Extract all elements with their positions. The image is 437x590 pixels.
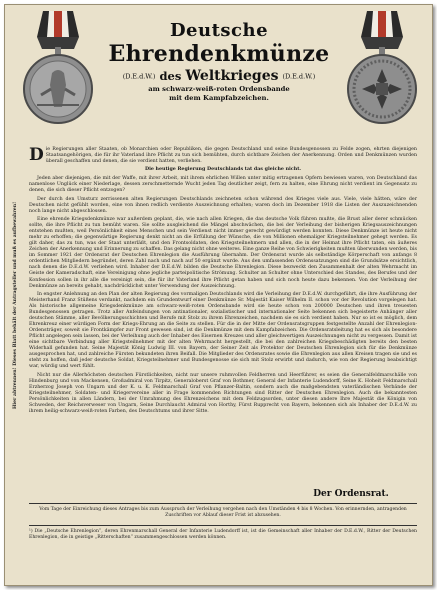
paragraph: Eine ehrende Kriegsdenkmünze war außerdem geplant, die, wie nach allen Kriegen, die das deutsche Volk führen mußte, die Brust aller derer schmücken sollte, die ihre Pflicht zu tun bemüht waren. Sie sollte ausgleichend die Mängel abschwächen, die bei der Verleihung der bisherigen Kriegsauszeichnungen entstehen mußten, weil Persönlichkeit eines Menschen und sein Verdienst nicht immer gerecht gewürdigt werden konnten. Diese Denkmünze ist heute nicht mehr zu erhoffen; die gegenwärtige Regierung denkt nicht an die Erfüllung der Wünsche, die von Millionen ehemaliger Kriegsteilnehmer gehegt werden. Es gilt daher, das zu tun, was der Staat unterläßt, und den Frontsoldaten, den Kriegsteilnehmern und allen, die in der Heimat ihre Pflicht taten, ein äußeres Zeichen der Anerkennung und Erinnerung zu schaffen. Das gelang nicht ohne weiteres. Eine ganze Reihe von Schwierigkeiten mußten überwunden werden, bis im Sommer 1921 der Ordensrat der Deutschen Ehrenlegion die Ausführung übernahm. Der Ordensrat wurde als selbständige Körperschaft von anfangs 8 ordentlichen Mitgliedern begründet, deren Zahl nach und nach auf 50 ergänzt wurde. Aus den umfassenden Ordenssatzungen sind die Grundsätze ersichtlich, nach denen die D.E.d.W. verliehen wird. Inhaber der D.E.d.W. bilden die Deutsche Ehrenlegion. Diese bezweckt den Zusammenhalt der alten Wehrmacht im Geiste der Kameradschaft, eine Vereinigung ohne jegliche parteipolitische Strömung. Schulter an Schulter ohne Unterschied des Standes, des Berufes und der Konfession sollen in ihr alle die vereinigt sein, die für ihr Vaterland ihre Pflicht getan haben und sich noch heute dazu bekennen. Von der Verleihung der Denkmünze an bereits gehabt, nachdrücklichst unter Verwendung der Auszeichnung.	[29, 217, 417, 289]
subtitle-ribbon: am schwarz-weiß-roten Ordensbande	[148, 84, 290, 93]
abbreviation-left: (D.E.d.W.)	[122, 72, 156, 81]
paragraph: Der durch den Umsturz zerrissenen alten Regierungen Deutschlands zeichneten schon während des Krieges viele aus. Viele, viele hätten, wäre der Deutschen nicht gefühlt worden, eine von ihnen redlich verdiente Auszeichnung erhalten; waren doch im Dezember 1918 die Listen der Auszuzeichnenden noch lange nicht abgeschlossen.	[29, 196, 417, 214]
divider	[29, 503, 417, 504]
processing-note: Vom Tage der Einreichung dieses Antrages bis zum Ausspruch der Verleihung vergehen nach den Umständen 4 bis 8 Wochen. Von erinnernden, antragenden Zuschriften vor Ablauf dieser Frist ist abzusehen.	[39, 507, 407, 518]
paragraph-highlight: Die heutige Regierung Deutschlands tat das gleiche nicht.	[144, 167, 302, 173]
abbreviation-right: (D.E.d.W.)	[282, 72, 316, 81]
paragraph-text: ie Regierungen aller Staaten, ob Monarchien oder Republiken, die gegen Deutschland und seine Bundesgenossen zu Felde zogen, ehrten diejenigen Staatsangehörigen, die für ihr Vaterland ihre Pflicht zu tun sich bemühten, durch sichtbare Zeichen der Anerkennung. Orden und Denkmünzen wurden überall geschaffen und denen, die sie verdient hatten, verliehen.	[45, 147, 417, 165]
medal-reverse-image	[343, 11, 421, 129]
title-line-deutsche: Deutsche	[169, 20, 269, 41]
paragraph: Jeden aber diejenigen, die mit der Waffe, mit ihrer Arbeit, mit ihrem ehrlichen Willen unter mitig ertragenen Opfern bewiesen waren, von Deutschland das namenlose Unglück einer Niederlage, dessen zerschmetternde Wucht jeden Tag deutlicher zeigt, fern zu halten, eine Ehrung nicht verdient im Gegensatz zu denen, die sich dieser Pflicht entzogen?	[29, 176, 417, 194]
title-word-weltkrieges: Weltkrieges	[185, 68, 279, 84]
paragraph: In engster Anlehnung an den Plan der alten Regierung des vormaligen Deutschlands wird die Verleihung der D.E.d.W. durchgeführt, die ihre Ausführung der Meisterhand Franz Stüßens verdankt, nachdem ein Grundentwurf einer Denkmünze Sr. Majestät Kaiser Wilhelm II. schon vor der Revolution vorgelegen hat. Als historische allgemeine Kriegsdenkmünze am schwarz-weiß-roten Ordensbande wird sie heute schon von 200000 Deutschen und ihren treuesten Bundesgenossen getragen. Trotz aller Anfeindungen von antinationaler, sozialistischer und internationaler Seite bekennen sich begeisterte Anhänger aller deutschen Stämme, aller Bevölkerungsschichten und Berufe mit Stolz zu ihrem Ehrenzeichen, nachdem sie es sich verdient haben. Nur so ist es möglich, dem Ehrenkreuz einer würdigen Form der Kriegs-Ehrung an die Seite zu stellen. Für die in der Mitte der Ordensratsgruppen festgestellte Anzahl der Ehrenlegion-Ordensträger, soweit sie Frontkämpfer zur Front gewesen sind, ist die Denkmünze mit dem Kampfabzeichen. Die Ordensratsleitung hat es sich als besondere Pflicht angelegen sein lassen, bei der Verleihung auch der Inhaber des Eisernen Kreuzes und aller gleichwertigen Auszeichnungen nicht zu vergessen. Damit ist eine sichtbare Verbindung aller Kriegsteilnehmer mit der alten Wehrmacht hergestellt, die bei den zahlreichen Kriegsbeschädigten bereits den besten Widerhall gefunden hat. Seine Majestät König Ludwig III. von Bayern, der Seiner Zeit als Protektor der Deutschen Ehrenlegion sich für die Denkmünze ausgesprochen hat, und zahlreiche Fürsten bekundeten ihren Beifall. Die Mitglieder des Ordensrates sowie die Ehrenlegion aus allen Kreisen tragen sie und es steht zu hoffen, daß jeder deutsche Soldat, Kriegsteilnehmer und Bundesgenosse sie sich mit Stolz erwirbt und dadurch, wie von der Regierung beabsichtigt war, würdig und wert fühlt.	[29, 291, 417, 370]
medal-obverse-image	[19, 11, 97, 129]
title-word-des: des	[159, 69, 182, 83]
title-line-weltkrieges	[99, 69, 339, 85]
divider	[29, 525, 417, 526]
paragraph: Nicht nur die Allerhöchsten deutschen Fürstlichkeiten, nicht nur unsere ruhmvollen Feldherren und Heerführer, es seien die Generalfeldmarschälle von Hindenburg und von Mackensen, Großadmiral von Tirpitz, Generaloberst Graf von Bothmer, General der Infanterie Ludendorff, Seine K. Hoheit Feldmarschall Erzherzog Joseph von Ungarn und der K. u. K. Feldmarschall Graf von Pflanzer-Baltin, sondern auch die maßgebendsten vaterländischen Verbände der Kriegsteilnehmer, Soldaten- und Kriegervereine aller in Frage kommenden Richtungen sind Ritter der Deutschen Ehrenlegion. Auch die bekanntesten Persönlichkeiten in allen Ländern, bei der Umrahmung des Ehrenzeichens mit dem Feldzugsorden, unter diesen andere Ihre Majestät die Königin von Schweden, der Reichsverweser von Ungarn, Seine Durchlaucht Admiral von Horthy, Fürst Rupprecht von Bayern, bekennen sich als Inhaber der D.E.d.W. zu ihrem heilig-schwarz-weiß-roten Farben, des Deutschtums und ihrer Sitte.	[29, 372, 417, 414]
document-frame	[4, 4, 433, 586]
signature: Der Ordensrat.	[313, 489, 389, 499]
drop-cap: D	[29, 145, 44, 165]
body-text	[29, 147, 417, 417]
title-block	[99, 21, 339, 103]
footnote: ¹) Die „Deutsche Ehrenlegion“, deren Ehrenmarschall General der Infanterie Ludendorff ist, ist die Gemeinschaft aller Inhaber der D.E.d.W., Ritter der Deutschen Ehrenlegion, die in geistige „Ritterschaften“ zusammengeschlossen werden können.	[29, 529, 417, 540]
title-line-ehrendenkmuenze: Ehrendenkmünze	[108, 41, 330, 67]
paragraph	[29, 147, 417, 165]
subtitle-combat-badge: mit dem Kampfabzeichen.	[169, 93, 269, 102]
sidebar-tear-off-note	[12, 131, 22, 409]
document-page	[15, 11, 425, 579]
sidebar-text: Hier abtrennen! Dieses Blatt behält der Antragsteller und muß es aufbewahren!	[13, 201, 18, 409]
